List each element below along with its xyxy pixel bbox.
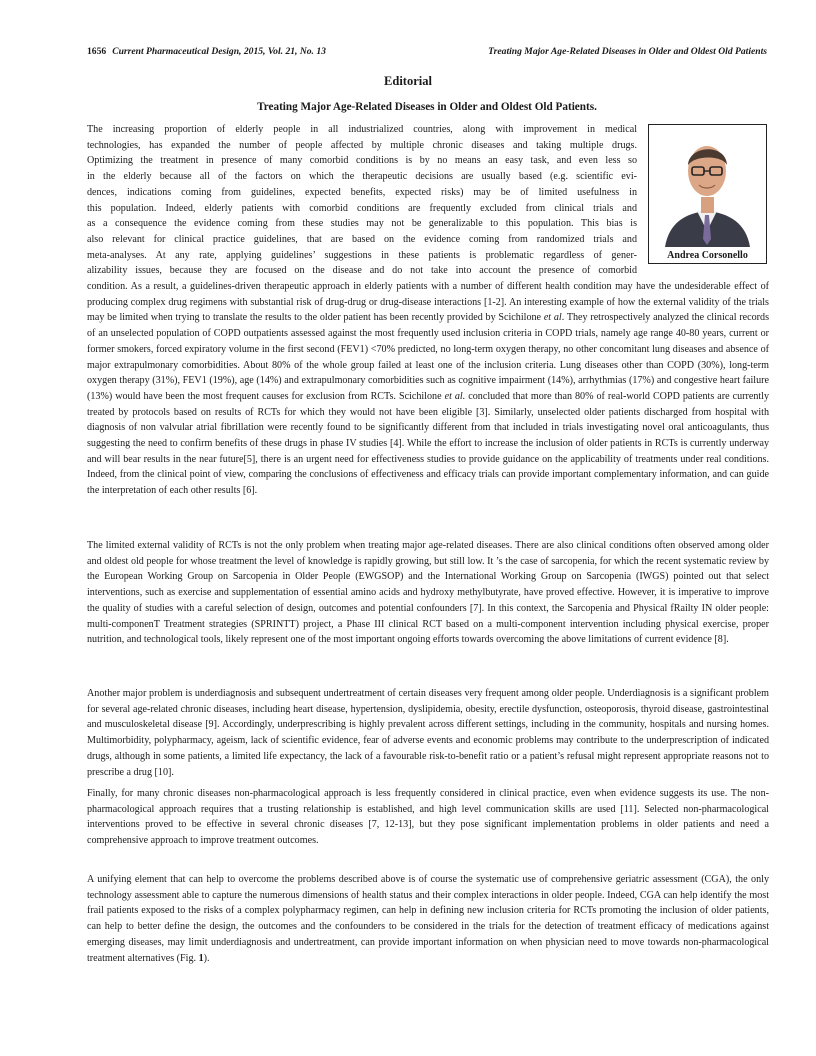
paragraph-1-line: The increasing proportion of elderly people in all industrialized countries, along with improvement in medical <box>87 124 637 135</box>
citation-et-al: et al. <box>444 390 466 402</box>
paragraph-1-continuation <box>87 279 769 499</box>
paragraph-2: The limited external validity of RCTs is not the only problem when treating major age-related diseases. There are also clinical conditions often observed among older and oldest old people for whose treatment the level of knowledge is rapidly growing, but still low. It ’s the case of sarcopenia, for which the recent systematic review by the European Working Group on Sarcopenia in Older People (EWGSOP) and the International Working Group on Sarcopenia (IWGS) pointed out that select interventions, such as exercise and supplementation of essential amino acids and hydroxy methylbutyrate, have proved effective. However, it is imperative to improve the quality of studies with a careful selection of design, outcomes and potential confounders [7]. In this context, the Sarcopenia and Physical fRailty IN older people: multi-componenT Treatment strategies (SPRINTT) project, a Phase III clinical RCT based on a multi-component intervention including physical exercise, proper nutrition, and technological tools, likely represent one of the most important ongoing efforts towards overcoming the above limitations of current evidence [8]. <box>87 540 769 646</box>
paragraph-1-line: as a consequence the evidence coming from these studies may not be generalizable to this population. This bias is <box>87 218 637 230</box>
journal-volume: Vol. 21, No. 13 <box>267 46 326 57</box>
paragraph-1-line: meta-analyses. At any rate, applying guidelines’ suggestions in these patients is problematic regardless of gener- <box>87 249 637 261</box>
section-label: Editorial <box>384 74 432 88</box>
paragraph-5-closing: ). <box>203 952 210 964</box>
paragraph-1-line: this population. Indeed, elderly patients with comorbid conditions are frequently excluded from clinical trials and <box>87 202 637 214</box>
paragraph-5 <box>87 872 769 966</box>
paragraph-1-line: alizability issues, because they are focused on the disease and do not take into account the presence of comorbid <box>87 265 637 277</box>
paragraph-4: Finally, for many chronic diseases non-pharmacological approach is less frequently considered in clinical practice, even when evidence suggests its use. The non-pharmacological approach requires that a trusting relationship is established, and high level communication skills are used [11]. Selected non-pharmacological interventions proved to be effective in several chronic diseases [7, 12-13], but they pose significant implementation problems in older patients and need a comprehensive approach to improve treatment outcomes. <box>87 788 769 847</box>
paragraph-5-text: A unifying element that can help to overcome the problems described above is of course the systematic use of comprehensive geriatric assessment (CGA), the only technology assessment able to capture the numerous dimensions of health status and their complex interactions in older people. Indeed, CGA can help identify the most frail patients exposed to the risks of a complex polypharmacy regimen, can help in defining new inclusion criteria for RCTs promoting the inclusion of older patients, can help to better define the design, the outcomes and the confounders to be considered in the trials for the detection of treatment efficacy of medications against emerging diseases, may limit underdiagnosis and undertreatment, can provide important information on when physician need to move towards non-pharmacological treatment alternatives (Fig. <box>87 874 769 964</box>
paragraph-3: Another major problem is underdiagnosis and subsequent undertreatment of certain diseases very frequent among older people. Underdiagnosis is a significant problem for several age-related chronic diseases, including heart disease, hypertension, dyslipidemia, obesity, erectile dysfunction, osteoporosis, thyroid disease, gastrointestinal and musculoskeletal disease [9]. Accordingly, underprescribing is highly prevalent across different settings, including in the community, hospitals and nursing homes. Multimorbidity, polypharmacy, ageism, lack of scientific evidence, fear of adverse events and economic problems may contribute to the underprescription of indicated drugs, although in some patients, a limited life expectancy, the lack of a favourable risk-to-benefit ratio or a patient’s refusal might represent appropriate reasons not to prescribe a drug [10]. <box>87 688 769 778</box>
paragraph-1 <box>87 122 769 499</box>
running-header <box>87 46 767 60</box>
paragraph-1-text-c: concluded that more than 80% of real-world COPD patients are currently treated by protocols based on results of RCTs for which they would not have been eligible [3]. Similarly, unselected older patients discharged from hospital with diagnosis of non valvular atrial fibrillation were recently found to be significantly different from that included in trials investigating novel oral anticoagulants, thus suggesting the need to confirm benefits of these drugs in phase IV studies [4]. While the effort to increase the inclusion of older patients in RCTs is currently underway and will bear results in the near future[5], there is an urgent need for effectiveness studies to provide guidance on the applicability of treatments under real conditions. Indeed, from the clinical point of view, comparing the conclusions of effectiveness and efficacy trials can provide important complementary information, and can guide the interpretation of each other results [6]. <box>87 390 769 497</box>
author-photo-caption: Andrea Corsonello <box>667 250 748 261</box>
paragraph-1-line: technologies, has expanded the number of people affected by multiple chronic diseases and taking multiple drugs. <box>87 139 637 151</box>
citation-et-al: et al <box>543 312 562 324</box>
running-title: Treating Major Age-Related Diseases in Older and Oldest Old Patients <box>488 46 767 57</box>
paragraph-1-line: in the elderly because all of the factors on which the therapeutic decisions are usually based (e.g. scientific evi- <box>87 171 637 183</box>
article-title: Treating Major Age-Related Diseases in Older and Oldest Old Patients. <box>257 101 597 113</box>
paragraph-1-line: Optimizing the treatment in presence of many comorbid conditions is by no means an easy task, and even less so <box>87 155 637 167</box>
figure-reference[interactable]: 1 <box>198 952 204 964</box>
paragraph-1-line: dences, indications coming from guidelines, expected benefits, expected risks) may be of limited usefulness in <box>87 186 637 198</box>
header-citation <box>87 46 326 57</box>
journal-name: Current Pharmaceutical Design, 2015, <box>112 46 266 57</box>
paragraph-1-text-b: . They retrospectively analyzed the clinical records of an unselected population of COPD outpatients assessed against the most frequently used inclusion criteria in COPD trials, namely age range 40-80 years, current or former smokers, forced expiratory volume in the first second (FEV1) <70% predicted, no long-term oxygen therapy, no other concomitant lung diseases and absence of major extrapulmonary comorbidities. About 80% of the whole group failed at least one of the inclusion criteria. Lung diseases other than COPD (30%), long-term oxygen therapy (31%), FEV1 (19%), age (14%) and extrapulmonary comorbidities such as cognitive impairment (14%), arrhythmias (17%) and congestive heart failure (13%) would have been the most frequent causes for exclusion from RCTs. Scichilone <box>87 312 769 402</box>
paragraph-1-text-a: condition. As a result, a guidelines-driven therapeutic approach in elderly patients with a number of different health condition may have the undesiderable effect of producing complex drug regimens with substantial risk of drug-drug or drug-disease interactions [1-2]. An interesting example of how the external validity of the trials may be limited when trying to translate the results to the older patient has been recently provided by Scichilone <box>87 281 769 324</box>
page-number: 1656 <box>87 46 107 57</box>
paragraph-1-line: also relevant for clinical practice guidelines, that are based on the evidence coming from randomized trials and <box>87 233 637 245</box>
